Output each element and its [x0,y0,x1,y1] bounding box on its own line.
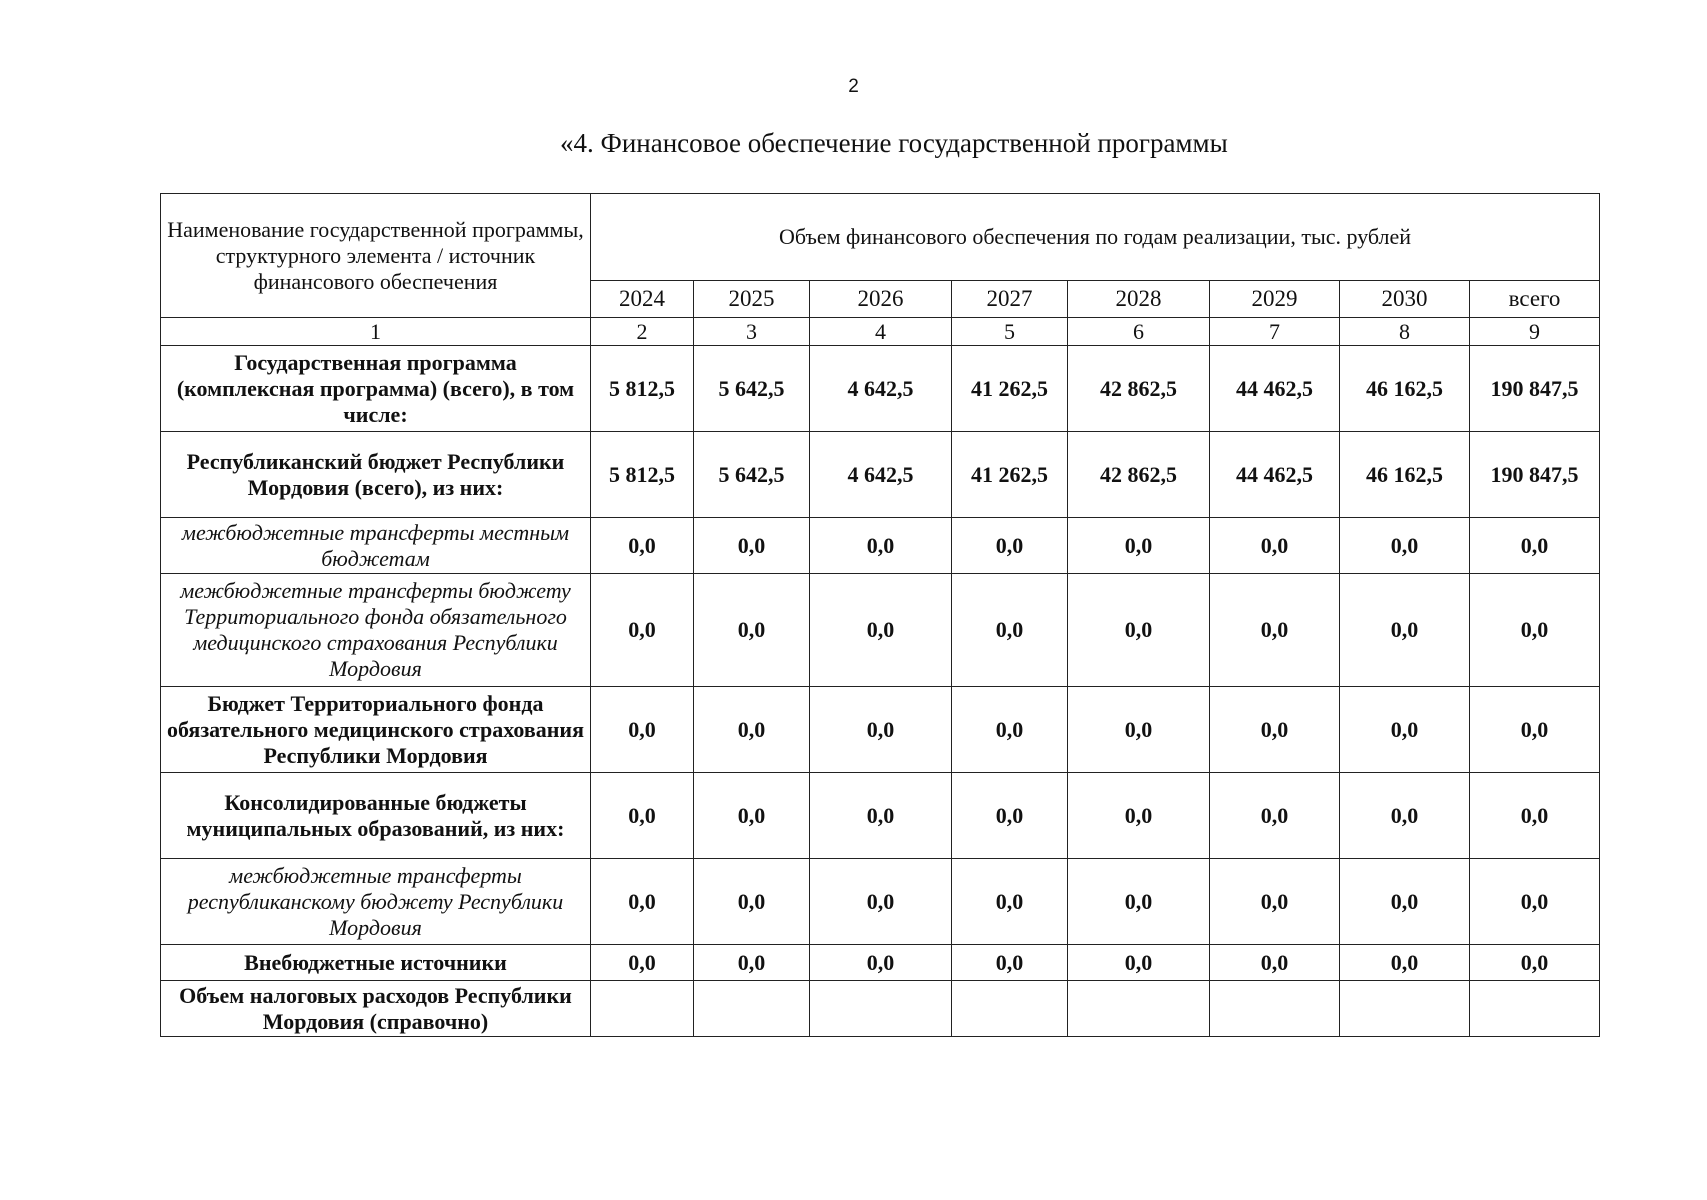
value-cell-2026: 4 642,5 [810,346,952,432]
value-cell-всего: 190 847,5 [1470,432,1600,518]
value-cell-2027: 0,0 [952,574,1068,687]
value-cell-2030 [1340,981,1470,1037]
table-row [161,574,1600,687]
value-cell-2029: 0,0 [1210,773,1340,859]
value-cell-2026: 0,0 [810,574,952,687]
value-cell-2027: 0,0 [952,859,1068,945]
row-label: межбюджетные трансферты республиканскому бюджету Республики Мордовия [161,859,591,945]
value-cell-2026 [810,981,952,1037]
value-cell-2030: 0,0 [1340,574,1470,687]
value-cell-2026: 0,0 [810,773,952,859]
value-cell-2024: 0,0 [591,518,694,574]
value-cell-2029: 0,0 [1210,518,1340,574]
row-label: межбюджетные трансферты бюджету Территориального фонда обязательного медицинского страхования Республики Мордовия [161,574,591,687]
value-cell-2030: 0,0 [1340,859,1470,945]
table-row [161,859,1600,945]
value-cell-2026: 0,0 [810,518,952,574]
column-number-6: 6 [1068,318,1210,346]
row-label: Государственная программа (комплексная программа) (всего), в том числе: [161,346,591,432]
value-cell-2027 [952,981,1068,1037]
table-row [161,687,1600,773]
value-cell-2028: 0,0 [1068,574,1210,687]
table-row [161,432,1600,518]
column-number-1: 1 [161,318,591,346]
row-label: Республиканский бюджет Республики Мордовия (всего), из них: [161,432,591,518]
row-label: Бюджет Территориального фонда обязательного медицинского страхования Республики Мордовия [161,687,591,773]
value-cell-2027: 41 262,5 [952,346,1068,432]
value-cell-2024: 0,0 [591,773,694,859]
column-number-9: 9 [1470,318,1600,346]
value-cell-2025: 0,0 [694,773,810,859]
year-header-3: 2027 [952,281,1068,318]
value-cell-2027: 0,0 [952,773,1068,859]
header-row [161,194,1600,281]
column-number-5: 5 [952,318,1068,346]
value-cell-2025: 5 642,5 [694,432,810,518]
year-header-0: 2024 [591,281,694,318]
table-row [161,346,1600,432]
value-cell-2025: 0,0 [694,859,810,945]
value-cell-2028 [1068,981,1210,1037]
value-cell-2025: 0,0 [694,687,810,773]
column-index-row [161,318,1600,346]
page-number: 2 [848,76,859,97]
year-header-4: 2028 [1068,281,1210,318]
value-cell-всего: 0,0 [1470,859,1600,945]
value-cell-2026: 0,0 [810,859,952,945]
value-cell-2026: 0,0 [810,945,952,981]
column-number-2: 2 [591,318,694,346]
value-cell-2029: 0,0 [1210,574,1340,687]
value-cell-2027: 0,0 [952,518,1068,574]
value-cell-2025: 0,0 [694,574,810,687]
value-cell-2029: 44 462,5 [1210,432,1340,518]
value-cell-всего: 190 847,5 [1470,346,1600,432]
value-cell-2024: 0,0 [591,859,694,945]
value-cell-2027: 0,0 [952,945,1068,981]
value-cell-2030: 46 162,5 [1340,432,1470,518]
name-column-header: Наименование государственной программы, структурного элемента / источник финансового обеспечения [161,194,591,318]
value-cell-2025 [694,981,810,1037]
section-title: «4. Финансовое обеспечение государственной программы [560,128,1228,158]
value-cell-всего: 0,0 [1470,518,1600,574]
table-row [161,518,1600,574]
value-cell-2026: 4 642,5 [810,432,952,518]
value-cell-2030: 46 162,5 [1340,346,1470,432]
value-cell-2028: 0,0 [1068,773,1210,859]
value-cell-2024: 0,0 [591,945,694,981]
value-cell-2024: 5 812,5 [591,432,694,518]
value-cell-2030: 0,0 [1340,518,1470,574]
column-number-4: 4 [810,318,952,346]
value-cell-2029: 44 462,5 [1210,346,1340,432]
value-cell-2029: 0,0 [1210,687,1340,773]
value-cell-2028: 0,0 [1068,859,1210,945]
value-cell-2028: 0,0 [1068,687,1210,773]
value-cell-2029 [1210,981,1340,1037]
year-header-2: 2026 [810,281,952,318]
value-cell-2024: 5 812,5 [591,346,694,432]
table-row [161,773,1600,859]
value-cell-2027: 41 262,5 [952,432,1068,518]
value-cell-2028: 42 862,5 [1068,346,1210,432]
column-number-7: 7 [1210,318,1340,346]
funding-header: Объем финансового обеспечения по годам реализации, тыс. рублей [591,194,1600,281]
value-cell-всего: 0,0 [1470,574,1600,687]
value-cell-2027: 0,0 [952,687,1068,773]
year-header-5: 2029 [1210,281,1340,318]
value-cell-2030: 0,0 [1340,687,1470,773]
table-row [161,945,1600,981]
value-cell-2028: 0,0 [1068,945,1210,981]
value-cell-2026: 0,0 [810,687,952,773]
value-cell-2025: 0,0 [694,945,810,981]
year-header-7: всего [1470,281,1600,318]
table-row [161,981,1600,1037]
value-cell-2028: 0,0 [1068,518,1210,574]
value-cell-2024: 0,0 [591,687,694,773]
value-cell-всего: 0,0 [1470,687,1600,773]
value-cell-2028: 42 862,5 [1068,432,1210,518]
value-cell-2030: 0,0 [1340,773,1470,859]
value-cell-2029: 0,0 [1210,945,1340,981]
financing-table [160,193,1600,1037]
row-label: Внебюджетные источники [161,945,591,981]
column-number-3: 3 [694,318,810,346]
value-cell-2024: 0,0 [591,574,694,687]
value-cell-2025: 0,0 [694,518,810,574]
year-header-6: 2030 [1340,281,1470,318]
value-cell-2030: 0,0 [1340,945,1470,981]
value-cell-2025: 5 642,5 [694,346,810,432]
row-label: межбюджетные трансферты местным бюджетам [161,518,591,574]
value-cell-2029: 0,0 [1210,859,1340,945]
year-header-1: 2025 [694,281,810,318]
row-label: Консолидированные бюджеты муниципальных образований, из них: [161,773,591,859]
value-cell-всего: 0,0 [1470,945,1600,981]
value-cell-всего [1470,981,1600,1037]
row-label: Объем налоговых расходов Республики Мордовия (справочно) [161,981,591,1037]
column-number-8: 8 [1340,318,1470,346]
value-cell-всего: 0,0 [1470,773,1600,859]
value-cell-2024 [591,981,694,1037]
